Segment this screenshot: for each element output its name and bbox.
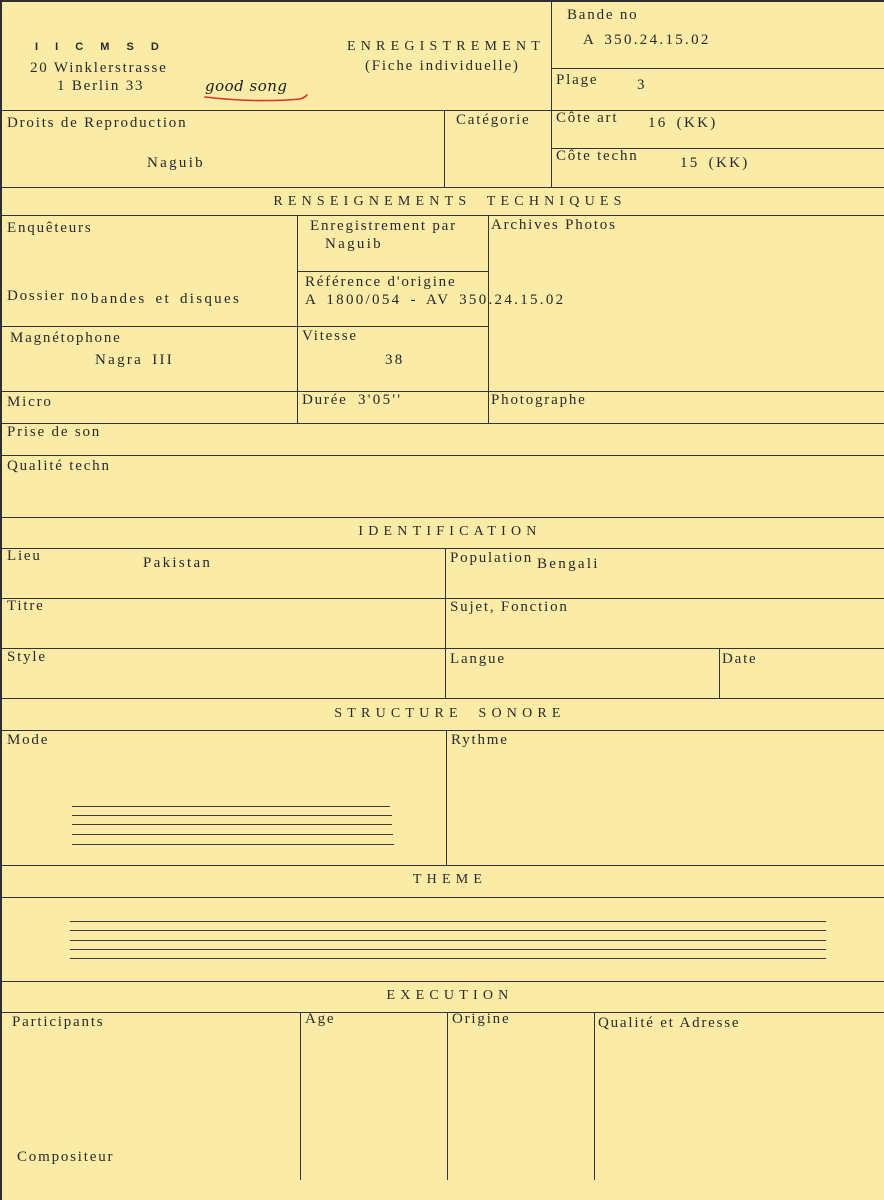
droits-label: Droits de Reproduction: [7, 115, 188, 131]
section-rule: [0, 517, 884, 518]
bande-no-value: A 350.24.15.02: [583, 32, 711, 48]
structure-sonore-heading: STRUCTURE SONORE: [334, 706, 566, 721]
staff-line: [72, 824, 392, 825]
participants-label: Participants: [12, 1014, 105, 1030]
staff-line: [70, 949, 826, 950]
org-address-street: 20 Winklerstrasse: [30, 60, 168, 76]
form-title: ENREGISTREMENT: [347, 39, 546, 54]
section-rule: [0, 1012, 884, 1013]
magnetophone-rule: [0, 326, 488, 327]
cote-art-label: Côte art: [556, 110, 619, 126]
bande-no-label: Bande no: [567, 7, 639, 23]
structure-column-divider: [446, 730, 447, 865]
lieu-value: Pakistan: [143, 555, 213, 571]
origine-label: Origine: [452, 1011, 511, 1027]
dossier-no-label: Dossier no: [7, 288, 90, 304]
form-subtitle: (Fiche individuelle): [365, 58, 520, 74]
cote-techn-label: Côte techn: [556, 148, 639, 164]
vitesse-label: Vitesse: [302, 328, 358, 344]
enqueteurs-label: Enquêteurs: [7, 220, 93, 236]
staff-line: [72, 844, 394, 845]
cote-techn-value: 15 (KK): [680, 155, 750, 171]
header-bottom-rule: [0, 110, 884, 111]
rythme-label: Rythme: [451, 732, 509, 748]
page-edge-left: [0, 0, 2, 1200]
micro-rule: [0, 391, 884, 392]
magnetophone-value: Nagra III: [95, 352, 175, 368]
section-rule: [0, 698, 884, 699]
execution-column-divider: [447, 1012, 448, 1180]
section-rule: [0, 897, 884, 898]
qualite-adresse-label: Qualité et Adresse: [598, 1015, 741, 1031]
org-name: I I C M S D: [35, 41, 166, 53]
staff-line: [72, 834, 393, 835]
section-rule: [0, 981, 884, 982]
section-rule: [0, 548, 884, 549]
technical-section-heading: RENSEIGNEMENTS TECHNIQUES: [273, 194, 627, 209]
magnetophone-label: Magnétophone: [10, 330, 122, 346]
handwritten-note: good song: [205, 77, 288, 95]
identification-column-divider: [445, 548, 446, 698]
cote-art-value: 16 (KK): [648, 115, 718, 131]
style-label: Style: [7, 649, 47, 665]
sujet-fonction-label: Sujet, Fonction: [450, 599, 569, 615]
qualite-rule: [0, 455, 884, 456]
org-address-city: 1 Berlin 33: [57, 78, 145, 94]
photographe-label: Photographe: [491, 392, 587, 408]
compositeur-label: Compositeur: [17, 1149, 115, 1165]
reference-origine-value: A 1800/054 - AV 350.24.15.02: [305, 292, 566, 308]
style-rule: [0, 648, 884, 649]
titre-label: Titre: [7, 598, 45, 614]
page-edge-top: [0, 0, 884, 2]
staff-line: [70, 940, 826, 941]
staff-line: [72, 815, 392, 816]
categorie-label: Catégorie: [456, 112, 531, 128]
prise-de-son-rule: [0, 423, 884, 424]
duree-label: Durée: [302, 392, 348, 408]
population-label: Population: [450, 550, 534, 566]
execution-column-divider: [300, 1012, 301, 1180]
titre-rule: [0, 598, 884, 599]
vitesse-value: 38: [385, 352, 405, 368]
enregistrement-par-label: Enregistrement par: [310, 218, 457, 234]
header-right-divider: [551, 0, 552, 187]
bande-plage-divider: [551, 68, 884, 69]
prise-de-son-label: Prise de son: [7, 424, 102, 440]
theme-heading: THEME: [412, 872, 488, 887]
staff-line: [70, 921, 826, 922]
note-underline: [200, 90, 310, 106]
section-rule: [0, 187, 884, 188]
enregistrement-par-value: Naguib: [325, 236, 383, 252]
plage-label: Plage: [556, 72, 599, 88]
section-rule: [0, 215, 884, 216]
staff-line: [72, 806, 390, 807]
section-rule: [0, 730, 884, 731]
lieu-label: Lieu: [7, 548, 42, 564]
mode-label: Mode: [7, 732, 50, 748]
dossier-no-value: bandes et disques: [91, 291, 242, 307]
date-divider: [719, 648, 720, 698]
execution-heading: EXECUTION: [386, 988, 514, 1003]
micro-label: Micro: [7, 394, 53, 410]
date-label: Date: [722, 651, 758, 667]
langue-label: Langue: [450, 651, 506, 667]
categorie-divider: [444, 110, 445, 187]
qualite-techn-label: Qualité techn: [7, 458, 111, 474]
identification-heading: IDENTIFICATION: [358, 524, 542, 539]
execution-column-divider: [594, 1012, 595, 1180]
population-value: Bengali: [537, 556, 600, 572]
droits-value: Naguib: [147, 155, 205, 171]
staff-line: [70, 958, 826, 959]
archives-photos-label: Archives Photos: [491, 217, 617, 233]
age-label: Age: [305, 1011, 336, 1027]
reference-origine-label: Référence d'origine: [305, 274, 457, 290]
reference-divider: [297, 271, 488, 272]
staff-line: [70, 930, 826, 931]
duree-value: 3'05'': [358, 392, 403, 408]
plage-value: 3: [637, 77, 647, 93]
section-rule: [0, 865, 884, 866]
